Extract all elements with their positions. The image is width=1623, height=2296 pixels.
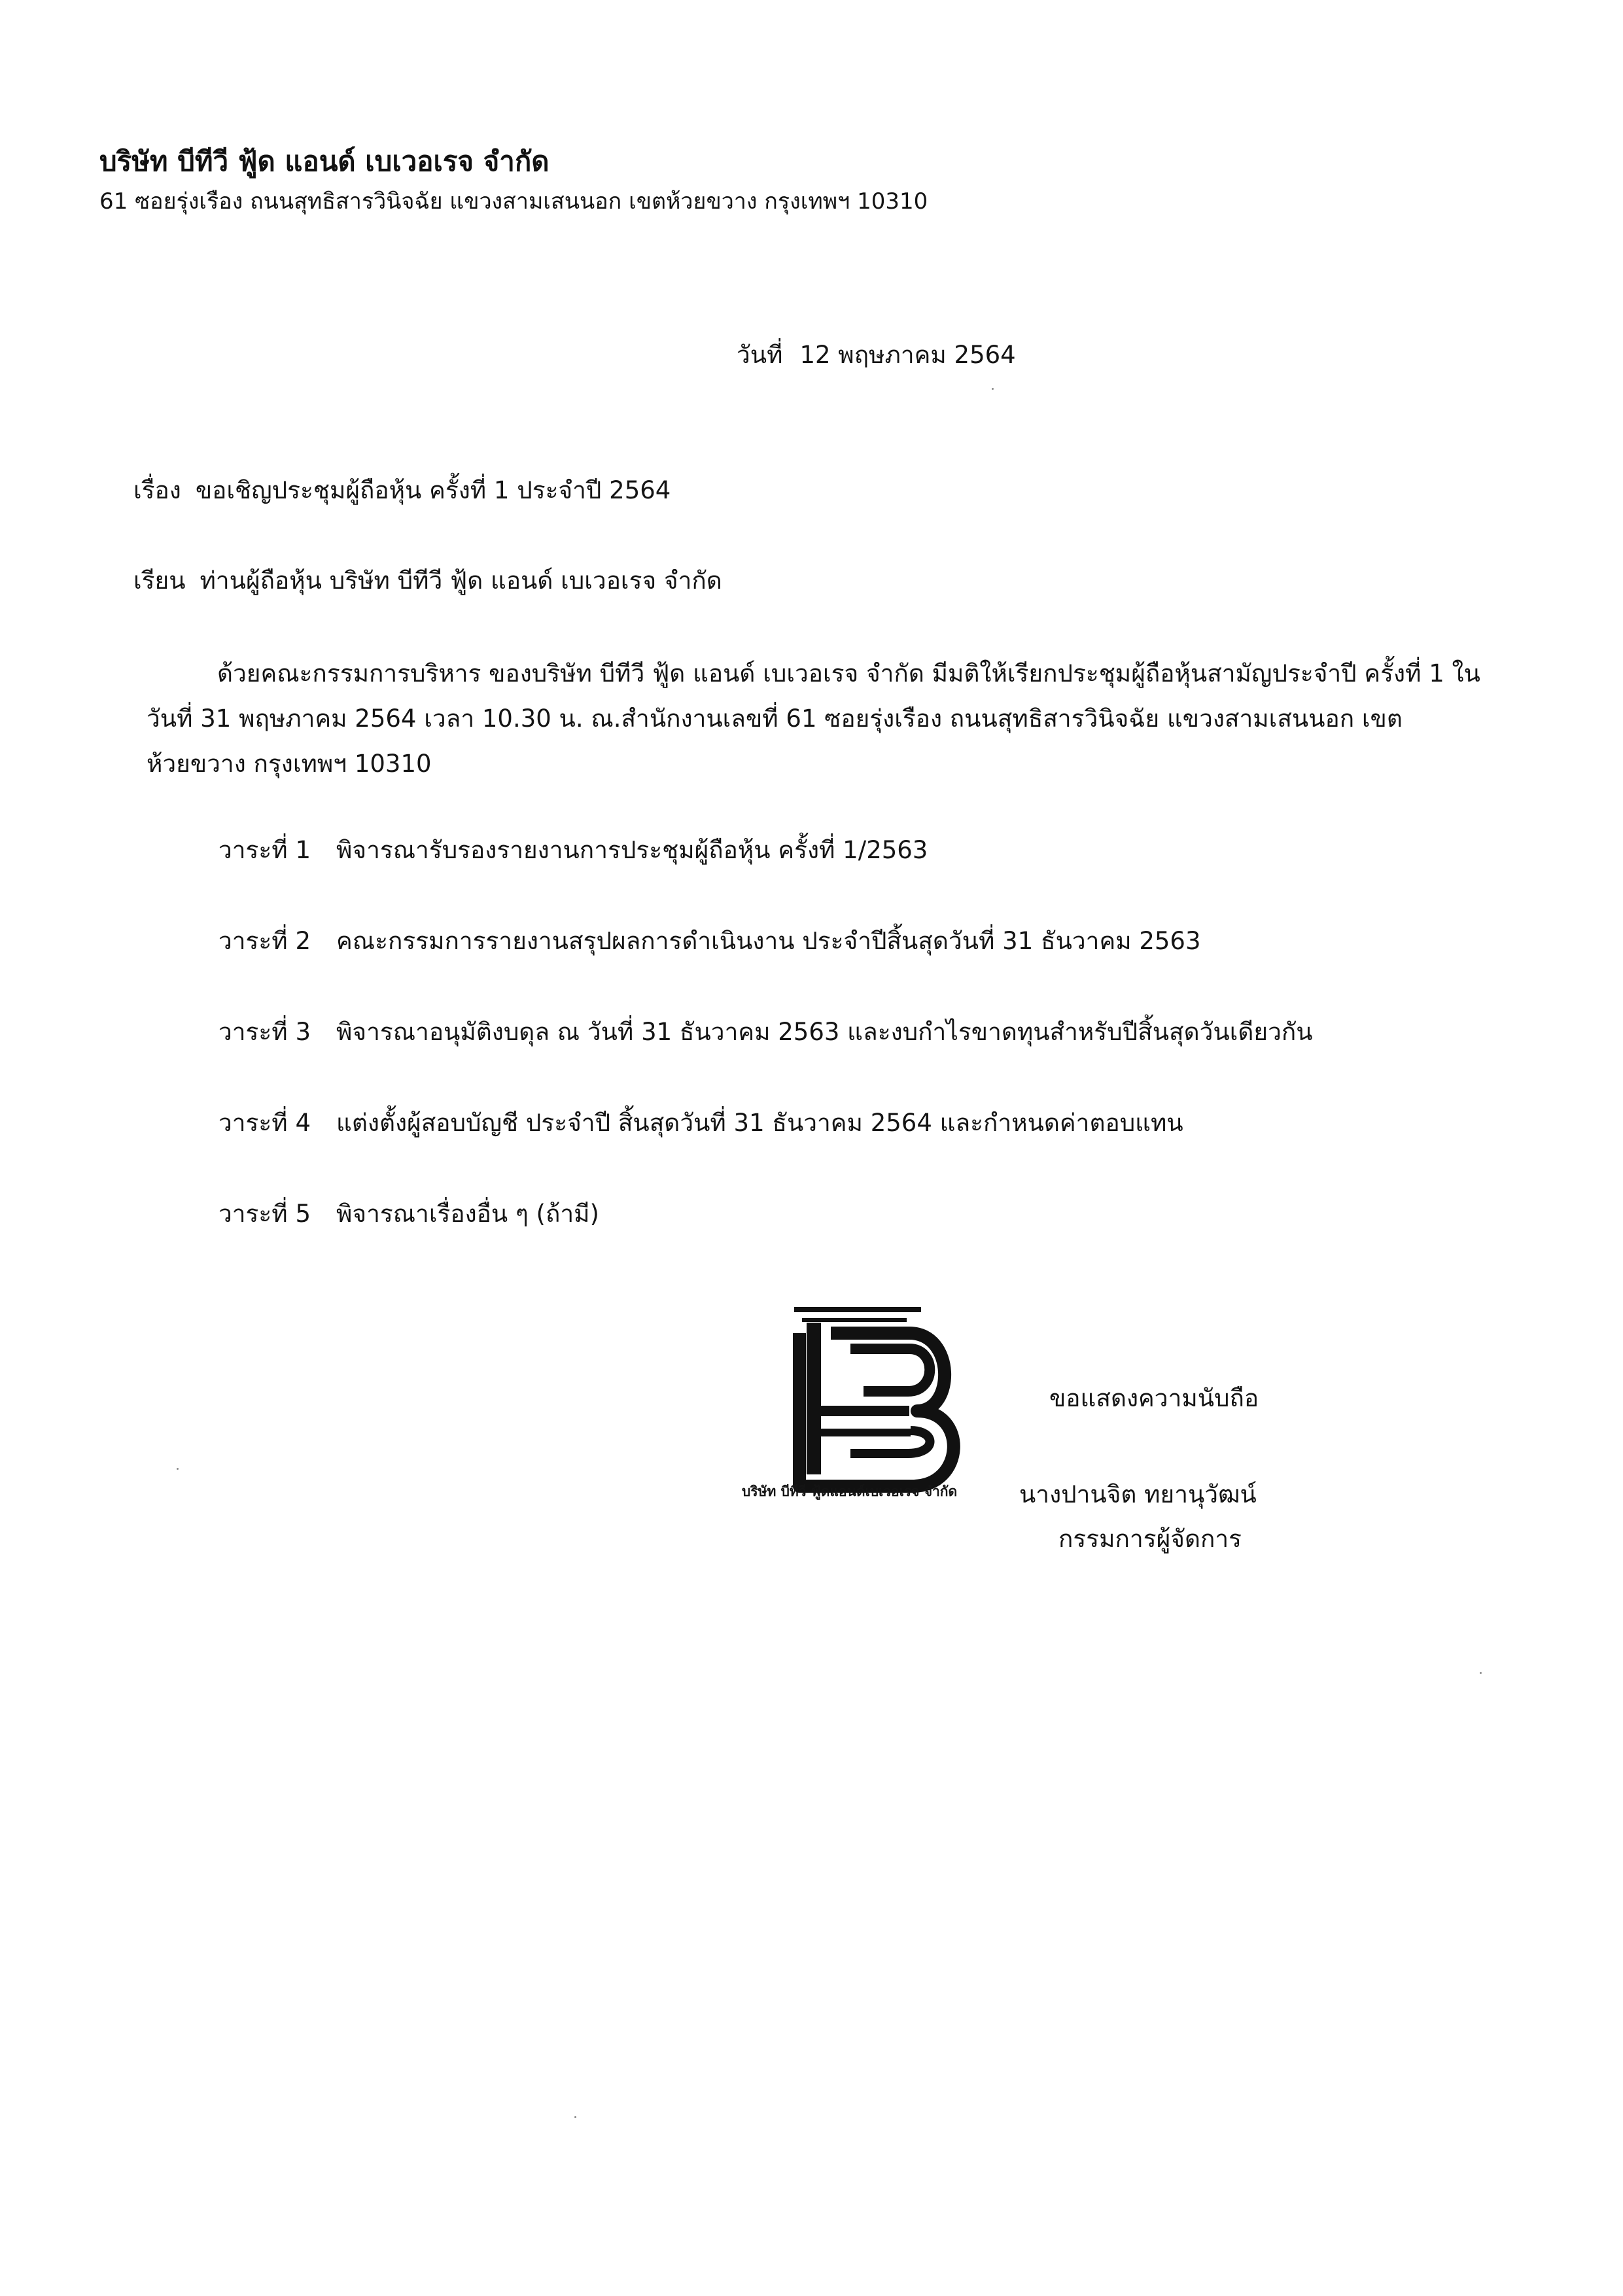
agenda-text: แต่งตั้งผู้สอบบัญชี ประจำปี สิ้นสุดวันที่ 31 ธันวาคม 2564 และกำหนดค่าตอบแทน	[336, 1109, 1183, 1137]
subject-line	[133, 471, 671, 510]
agenda-text: พิจารณาเรื่องอื่น ๆ (ถ้ามี)	[336, 1200, 599, 1228]
agenda-item-2	[218, 922, 1313, 1013]
agenda-text: พิจารณารับรองรายงานการประชุมผู้ถือหุ้น ครั้งที่ 1/2563	[336, 836, 928, 864]
body-text: ด้วยคณะกรรมการบริหาร ของบริษัท บีทีวี ฟู้ด แอนด์ เบเวอเรจ จำกัด มีมติให้เรียกประชุมผู้ถือหุ้นสามัญประจำปี ครั้งที่ 1 ในวันที่ 31 พฤษภาคม 2564 เวลา 10.30 น. ณ.สำนักงานเลขที่ 61 ซอยรุ่งเรือง ถนนสุทธิสารวินิจฉัย แขวงสามเสนนอก เขตห้วยขวาง กรุงเทพฯ 10310	[147, 659, 1480, 778]
recipient-text: ท่านผู้ถือหุ้น บริษัท บีทีวี ฟู้ด แอนด์ เบเวอเรจ จำกัด	[200, 566, 722, 595]
agenda-label: วาระที่ 1	[218, 836, 311, 864]
body-paragraph	[147, 651, 1481, 786]
scan-speck	[574, 2116, 576, 2118]
subject-text: ขอเชิญประชุมผู้ถือหุ้น ครั้งที่ 1 ประจำปี 2564	[195, 476, 671, 504]
logo-caption: บริษัท บีทีวี ฟู้ดแอนด์เบเวอเรจ จำกัด	[742, 1484, 958, 1499]
agenda-label: วาระที่ 3	[218, 1018, 311, 1046]
recipient-line	[133, 561, 722, 600]
closing-salutation: ขอแสดงความนับถือ	[1049, 1384, 1259, 1412]
subject-label: เรื่อง	[133, 476, 181, 504]
agenda-text: พิจารณาอนุมัติงบดุล ณ วันที่ 31 ธันวาคม 2563 และงบกำไรขาดทุนสำหรับปีสิ้นสุดวันเดียวกัน	[336, 1018, 1313, 1046]
letter-date	[737, 336, 1016, 374]
recipient-label: เรียน	[133, 566, 186, 595]
company-name: บริษัท บีทีวี ฟู้ด แอนด์ เบเวอเรจ จำกัด	[99, 145, 550, 177]
agenda-label: วาระที่ 2	[218, 927, 311, 955]
signer-title: กรรมการผู้จัดการ	[1058, 1525, 1242, 1553]
agenda-item-1	[218, 831, 1313, 922]
signer-name: นางปานจิต ทยานุวัฒน์	[1019, 1480, 1257, 1508]
scan-speck	[1480, 1672, 1482, 1674]
agenda-list	[218, 831, 1313, 1285]
agenda-item-5	[218, 1194, 1313, 1285]
date-label: วันที่	[737, 341, 783, 369]
agenda-label: วาระที่ 5	[218, 1200, 311, 1228]
date-value: 12 พฤษภาคม 2564	[799, 341, 1016, 369]
agenda-item-4	[218, 1104, 1313, 1194]
scan-speck	[177, 1468, 179, 1470]
agenda-item-3	[218, 1013, 1313, 1104]
scan-speck	[992, 388, 994, 390]
agenda-label: วาระที่ 4	[218, 1109, 311, 1137]
company-address: 61 ซอยรุ่งเรือง ถนนสุทธิสารวินิจฉัย แขวงสามเสนนอก เขตห้วยขวาง กรุงเทพฯ 10310	[99, 188, 928, 215]
agenda-text: คณะกรรมการรายงานสรุปผลการดำเนินงาน ประจำปีสิ้นสุดวันที่ 31 ธันวาคม 2563	[336, 927, 1201, 955]
